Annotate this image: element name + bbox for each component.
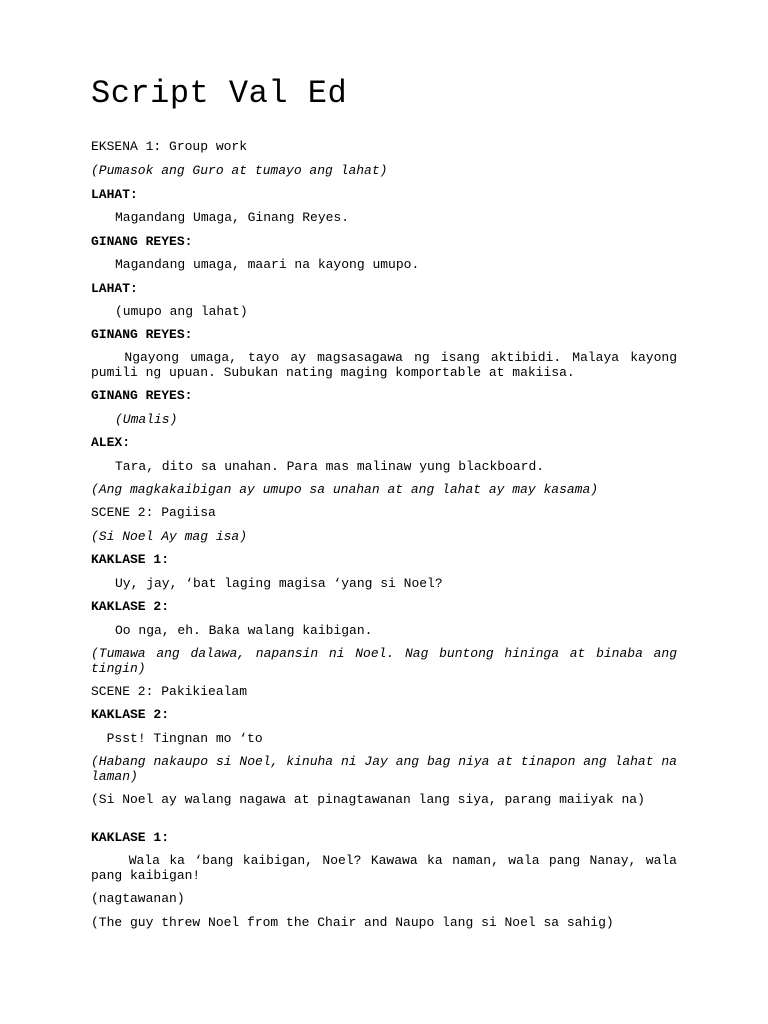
stage-direction: (nagtawanan): [91, 891, 185, 906]
stage-direction: (Si Noel ay walang nagawa at pinagtawanan lang siya, parang maiiyak na): [91, 792, 645, 807]
stage-direction: (Pumasok ang Guro at tumayo ang lahat): [91, 163, 388, 178]
speaker-name: KAKLASE 2:: [91, 707, 170, 722]
speaker-name: GINANG REYES:: [91, 388, 193, 403]
stage-direction: (Tumawa ang dalawa, napansin ni Noel. Nag buntong hininga at binaba ang tingin): [91, 646, 685, 676]
dialogue-line: Psst! Tingnan mo ‘to: [91, 731, 263, 746]
stage-direction: (The guy threw Noel from the Chair and Naupo lang si Noel sa sahig): [91, 915, 614, 930]
dialogue-line: Magandang Umaga, Ginang Reyes.: [115, 210, 350, 225]
dialogue-paragraph: Ngayong umaga, tayo ay magsasagawa ng isang aktibidi. Malaya kayong pumili ng upuan. Subukan nating maging komportable at makiisa.: [91, 350, 685, 380]
speaker-name: GINANG REYES:: [91, 234, 193, 249]
stage-direction: (Habang nakaupo si Noel, kinuha ni Jay ang bag niya at tinapon ang lahat na laman): [91, 754, 685, 784]
speaker-name: LAHAT:: [91, 281, 138, 296]
scene-heading: EKSENA 1: Group work: [91, 139, 248, 154]
speaker-name: KAKLASE 1:: [91, 552, 170, 567]
scene-heading: SCENE 2: Pakikiealam: [91, 684, 248, 699]
stage-direction: (Si Noel Ay mag isa): [91, 529, 248, 544]
dialogue-paragraph: Wala ka ‘bang kaibigan, Noel? Kawawa ka naman, wala pang Nanay, wala pang kaibigan!: [91, 853, 685, 883]
dialogue-direction: (Umalis): [115, 412, 178, 427]
stage-direction: (Ang magkakaibigan ay umupo sa unahan at ang lahat ay may kasama): [91, 482, 599, 497]
speaker-name: LAHAT:: [91, 187, 138, 202]
dialogue-line: Tara, dito sa unahan. Para mas malinaw yung blackboard.: [115, 459, 545, 474]
dialogue-line: Uy, jay, ‘bat laging magisa ‘yang si Noel?: [115, 576, 443, 591]
dialogue-line: Oo nga, eh. Baka walang kaibigan.: [115, 623, 373, 638]
speaker-name: KAKLASE 2:: [91, 599, 170, 614]
speaker-name: KAKLASE 1:: [91, 830, 170, 845]
dialogue-line: (umupo ang lahat): [115, 304, 248, 319]
speaker-name: ALEX:: [91, 435, 131, 450]
scene-heading: SCENE 2: Pagiisa: [91, 505, 216, 520]
dialogue-line: Magandang umaga, maari na kayong umupo.: [115, 257, 420, 272]
speaker-name: GINANG REYES:: [91, 327, 193, 342]
document-title: Script Val Ed: [91, 75, 348, 112]
